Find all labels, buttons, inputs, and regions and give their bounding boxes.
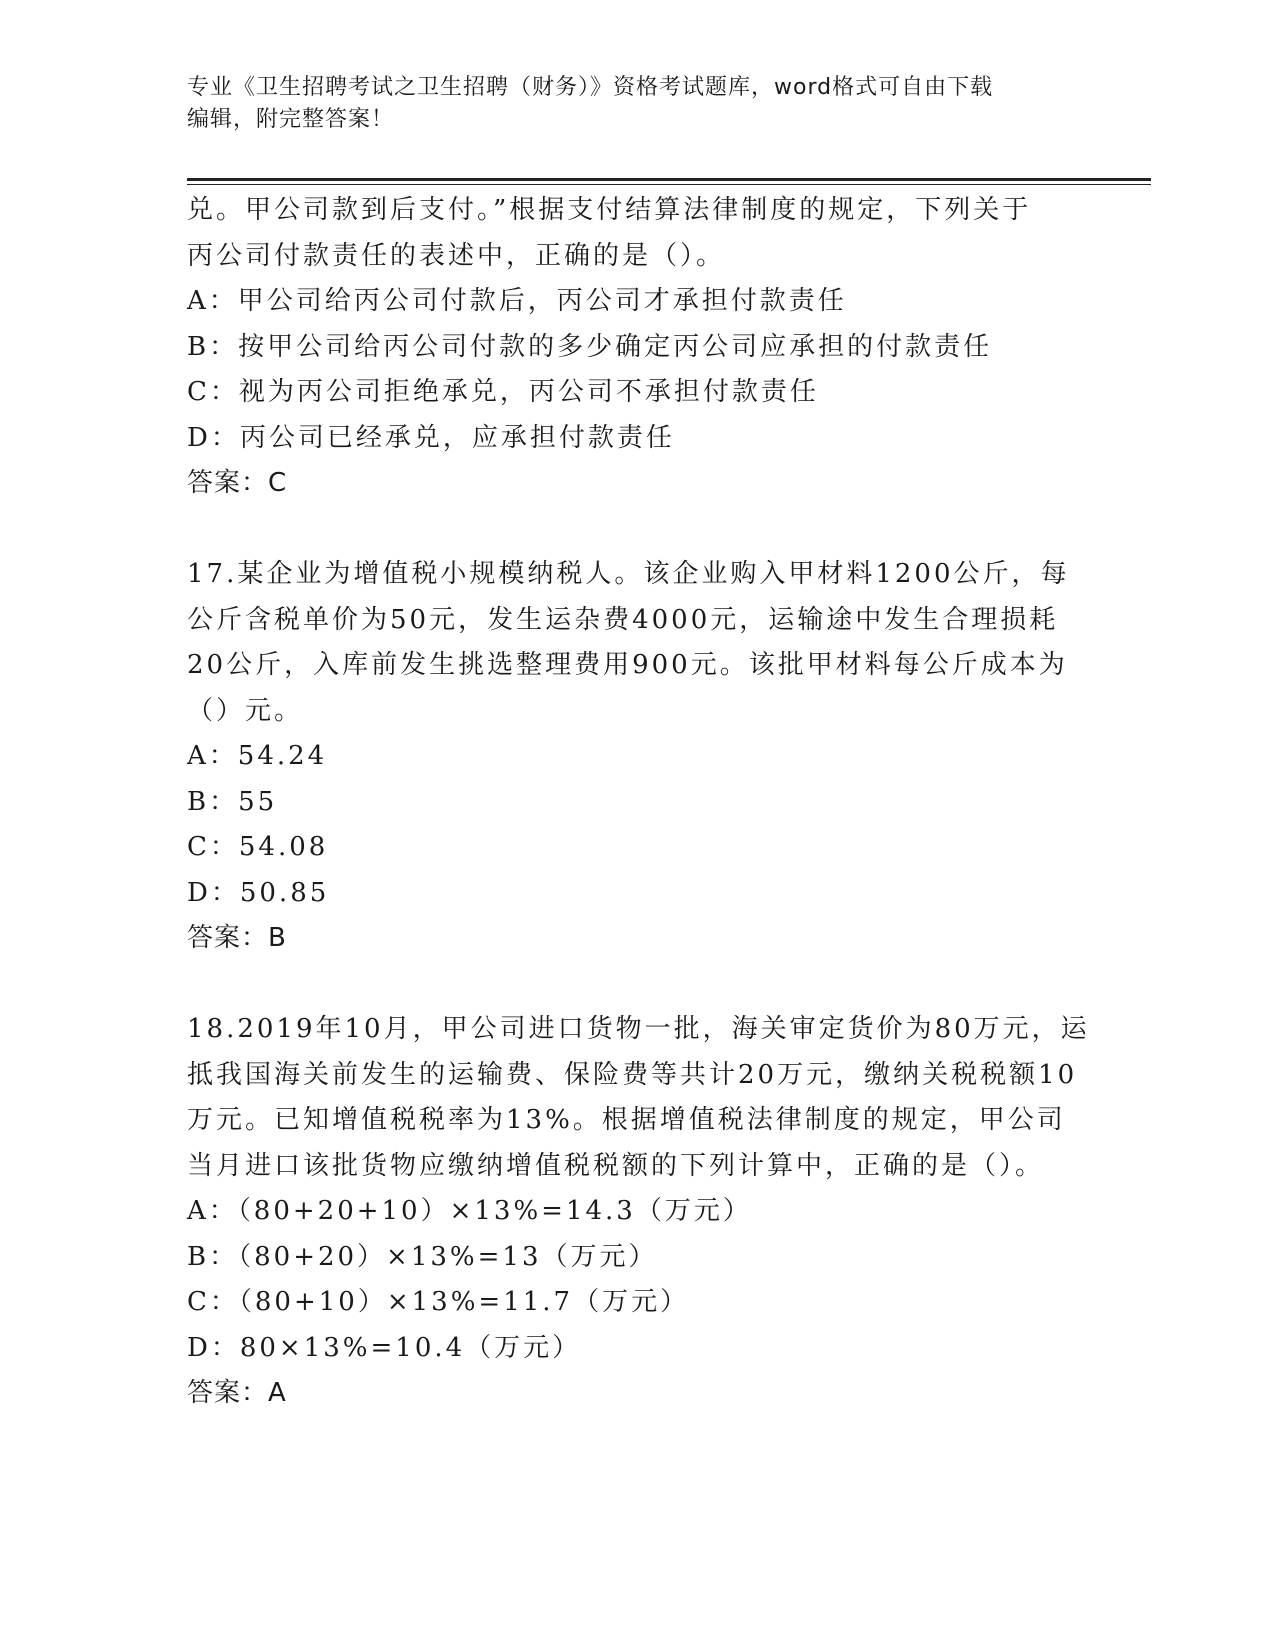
question-17 bbox=[187, 552, 1087, 962]
question-spacer bbox=[187, 507, 1087, 553]
option-b: B：55 bbox=[187, 786, 278, 817]
question-stem-line: 17.某企业为增值税小规模纳税人。该企业购入甲材料1200公斤，每 bbox=[187, 559, 1070, 589]
question-stem-line: 丙公司付款责任的表述中，正确的是（）。 bbox=[187, 240, 726, 271]
option-b: B：（80+20）×13%=13（万元） bbox=[187, 1241, 658, 1272]
question-18 bbox=[187, 1007, 1090, 1417]
header-rule-thin bbox=[187, 184, 1151, 185]
question-stem-line: （）元。 bbox=[187, 695, 304, 726]
option-b: B：按甲公司给丙公司付款的多少确定丙公司应承担的付款责任 bbox=[187, 331, 993, 362]
option-a: A：（80+20+10）×13%=14.3（万元） bbox=[187, 1196, 752, 1226]
question-stem-line: 20公斤，入库前发生挑选整理费用900元。该批甲材料每公斤成本为 bbox=[187, 650, 1068, 680]
option-c: C：视为丙公司拒绝承兑，丙公司不承担付款责任 bbox=[187, 377, 819, 407]
document-body bbox=[187, 188, 1090, 1417]
option-c: C：54.08 bbox=[187, 832, 329, 862]
header-line-1: 专业《卫生招聘考试之卫生招聘（财务）》资格考试题库，word格式可自由下载 bbox=[187, 75, 994, 100]
answer-line: 答案：A bbox=[187, 1378, 287, 1408]
question-spacer bbox=[187, 962, 1087, 1008]
option-d: D：50.85 bbox=[187, 877, 330, 908]
question-stem-line: 兑。甲公司款到后支付。”根据支付结算法律制度的规定，下列关于 bbox=[187, 195, 1032, 225]
answer-line: 答案：C bbox=[187, 468, 288, 498]
header-rule-thick bbox=[187, 178, 1151, 181]
document-header bbox=[187, 72, 1087, 136]
question-16 bbox=[187, 188, 1087, 507]
question-stem-line: 万元。已知增值税税率为13%。根据增值税法律制度的规定，甲公司 bbox=[187, 1105, 1066, 1135]
header-line-2: 编辑，附完整答案！ bbox=[187, 107, 395, 132]
question-stem-line: 18.2019年10月，甲公司进口货物一批，海关审定货价为80万元，运 bbox=[187, 1014, 1090, 1044]
option-d: D：80×13%=10.4（万元） bbox=[187, 1332, 582, 1363]
option-d: D：丙公司已经承兑，应承担付款责任 bbox=[187, 422, 675, 453]
question-stem-line: 公斤含税单价为50元，发生运杂费4000元，运输途中发生合理损耗 bbox=[187, 604, 1059, 635]
question-stem-line: 抵我国海关前发生的运输费、保险费等共计20万元，缴纳关税税额10 bbox=[187, 1059, 1078, 1090]
question-stem-line: 当月进口该批货物应缴纳增值税税额的下列计算中，正确的是（）。 bbox=[187, 1150, 1045, 1181]
option-a: A：54.24 bbox=[187, 741, 328, 771]
option-a: A：甲公司给丙公司付款后，丙公司才承担付款责任 bbox=[187, 286, 847, 316]
answer-line: 答案：B bbox=[187, 923, 287, 953]
option-c: C：（80+10）×13%=11.7（万元） bbox=[187, 1287, 690, 1317]
